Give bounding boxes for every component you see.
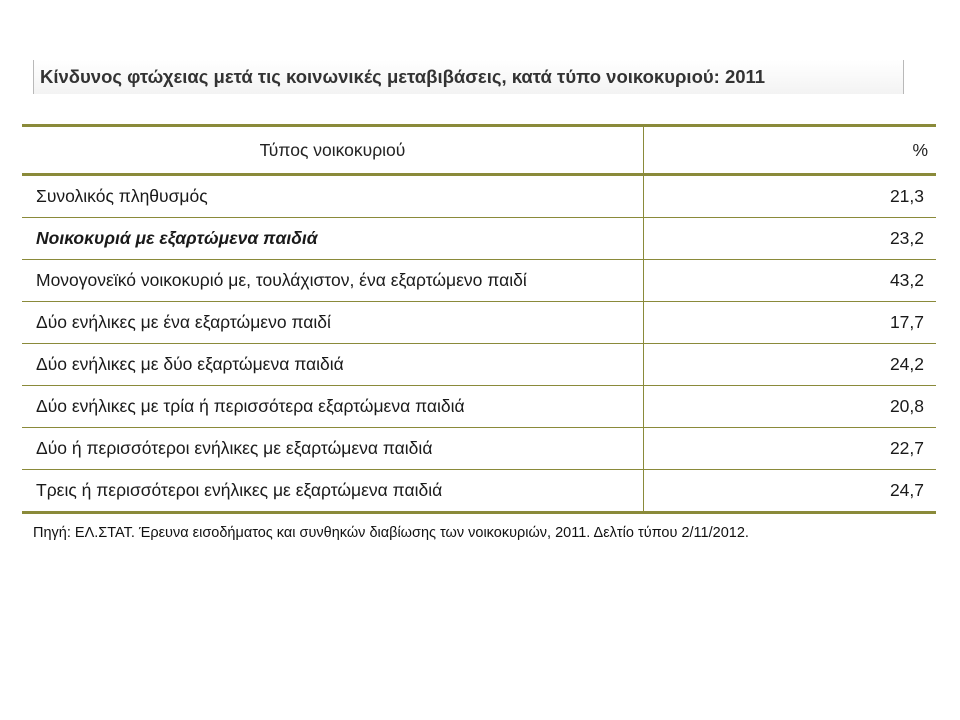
row-type-cell: Συνολικός πληθυσμός — [22, 175, 644, 218]
row-type-cell: Μονογονεϊκό νοικοκυριό με, τουλάχιστον, ένα εξαρτώμενο παιδί — [22, 260, 644, 302]
table-container — [22, 124, 936, 514]
row-percent-cell: 24,7 — [644, 470, 937, 513]
row-percent-cell: 43,2 — [644, 260, 937, 302]
row-type-cell: Τρεις ή περισσότεροι ενήλικες με εξαρτώμενα παιδιά — [22, 470, 644, 513]
row-percent-cell: 20,8 — [644, 386, 937, 428]
table-row — [22, 260, 936, 302]
row-percent-cell: 22,7 — [644, 428, 937, 470]
row-type-cell: Νοικοκυριά με εξαρτώμενα παιδιά — [22, 218, 644, 260]
row-percent-cell: 17,7 — [644, 302, 937, 344]
table-header-row — [22, 126, 936, 175]
column-header-type: Τύπος νοικοκυριού — [22, 126, 644, 175]
column-header-percent: % — [644, 126, 937, 175]
page-title: Κίνδυνος φτώχειας μετά τις κοινωνικές μεταβιβάσεις, κατά τύπο νοικοκυριού: 2011 — [40, 66, 766, 87]
table-row — [22, 428, 936, 470]
table-row — [22, 175, 936, 218]
title-box — [33, 60, 904, 94]
source-note: Πηγή: ΕΛ.ΣΤΑΤ. Έρευνα εισοδήματος και συνθηκών διαβίωσης των νοικοκυριών, 2011. Δελτίο τύπου 2/11/2012. — [33, 525, 749, 541]
row-type-cell: Δύο ενήλικες με ένα εξαρτώμενο παιδί — [22, 302, 644, 344]
row-type-cell: Δύο ή περισσότεροι ενήλικες με εξαρτώμενα παιδιά — [22, 428, 644, 470]
row-type-cell: Δύο ενήλικες με τρία ή περισσότερα εξαρτώμενα παιδιά — [22, 386, 644, 428]
table-row — [22, 218, 936, 260]
row-percent-cell: 23,2 — [644, 218, 937, 260]
table-row — [22, 344, 936, 386]
poverty-risk-table — [22, 124, 936, 514]
table-row — [22, 470, 936, 513]
table-row — [22, 302, 936, 344]
table-row — [22, 386, 936, 428]
row-percent-cell: 24,2 — [644, 344, 937, 386]
row-percent-cell: 21,3 — [644, 175, 937, 218]
row-type-cell: Δύο ενήλικες με δύο εξαρτώμενα παιδιά — [22, 344, 644, 386]
